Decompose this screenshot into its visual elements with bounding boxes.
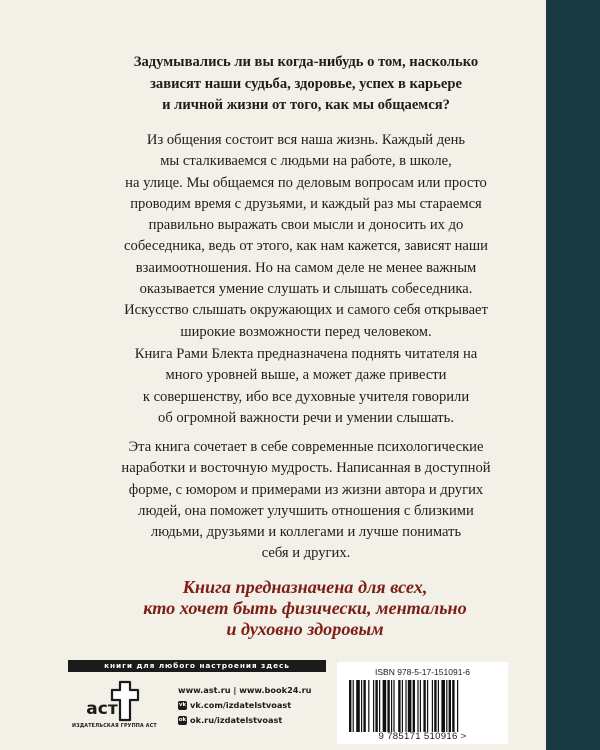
paragraph-line: Из общения состоит вся наша жизнь. Каждый день [146,132,466,148]
website-text[interactable]: www.ast.ru | www.book24.ru [178,685,312,695]
paragraph-line: об огромной важности речи и умении слышать. [158,409,454,426]
slogan [70,577,540,640]
barcode-bar [423,680,425,732]
website-links[interactable] [178,683,311,698]
slogan-line: кто хочет быть физически, ментально [143,598,467,618]
barcode-bar [434,680,436,732]
paragraph-line: проводим время с друзьями, и каждый раз мы стараемся [130,195,482,212]
ast-logo-mark [72,678,158,724]
barcode-bar [420,680,421,732]
barcode-digits: 9 785171 510916 > [378,731,467,742]
barcode-bar [417,680,418,732]
intro-line: и личной жизни от того, как мы общаемся? [162,97,450,113]
barcode-bar [361,680,362,732]
barcode-bar [449,680,451,732]
paragraph-line: людей, она поможет улучшить отношения с близкими [138,502,474,519]
barcode-bar [452,680,454,732]
ok-link[interactable] [178,713,311,728]
isbn: ISBN 978-5-17-151091-6 [375,667,470,677]
barcode-bar [373,680,374,732]
barcode-bar [363,680,365,732]
paragraph-author [78,344,534,429]
intro-line: Задумывались ли вы когда-нибудь о том, насколько [133,54,479,70]
logo-text: аст [86,699,118,719]
barcode-bar [446,680,447,732]
paragraph-line: на улице. Мы общаемся по деловым вопросам или просто [125,174,487,191]
slogan-line: Книга предназначена для всех, [182,577,428,597]
barcode-bar [368,680,369,732]
barcode-bar [402,680,403,732]
barcode-bar [432,680,433,732]
paragraph-line: правильно выражать свои мысли и доносить их до [148,217,464,234]
slogan-line: и духовно здоровым [226,619,384,639]
barcode-bar [457,680,458,732]
paragraph-line: Эта книга сочетает в себе современные психологические [128,439,484,455]
vk-text[interactable]: vk.com/izdatelstvoast [190,700,292,710]
intro-question [78,52,534,117]
paragraph-line: оказывается умение слушать и слышать собеседника. [139,281,473,298]
barcode-box [337,662,508,744]
paragraph-line: наработки и восточную мудрость. Написанная в доступной [121,460,491,477]
paragraph-line: Искусство слышать окружающих и самого себя открывает [124,302,488,319]
barcode-bar [413,680,415,732]
barcode-bars [349,680,496,732]
barcode-bar [387,680,389,732]
paragraph-line: людьми, друзьями и коллегами и лучше понимать [150,524,462,541]
paragraph-line: к совершенству, ибо все духовные учителя говорили [142,388,470,405]
barcode-bar [391,680,392,732]
intro-line: зависят наши судьба, здоровье, успех в карьере [150,75,462,92]
paragraph-line: себя и других. [261,545,351,562]
publisher-links [178,683,311,728]
spine-band [546,0,600,750]
barcode-bar [356,680,360,732]
barcode-bar [441,680,445,732]
publisher-tagline: книги для любого настроения здесь [68,660,326,672]
paragraph-line: форме, с юмором и примерами из жизни автора и других [128,481,484,498]
barcode-bar [349,680,351,732]
publisher-name: ИЗДАТЕЛЬСКАЯ ГРУППА АСТ [72,724,157,729]
paragraph-line: широкие возможности перед человеком. [180,323,432,340]
barcode-bar [375,680,377,732]
paragraph-line: мы сталкиваемся с людьми на работе, в школе, [160,153,452,170]
paragraph-line: взаимоотношения. Но на самом деле не менее важным [135,259,477,276]
barcode-bar [408,680,412,732]
barcode-bar [405,680,406,732]
ok-text[interactable]: ok.ru/izdatelstvoast [190,715,283,725]
paragraph-line: много уровней выше, а может даже привести [165,367,447,384]
barcode-bar [398,680,400,732]
paragraph-line: собеседника, ведь от этого, как нам кажется, зависят наши [124,238,488,255]
barcode-bar [353,680,354,732]
vk-icon: vk [178,702,187,708]
paragraph-line: Книга Рами Блекта предназначена поднять читателя на [134,346,478,362]
barcode-bar [427,680,428,732]
paragraph-book-summary [78,437,534,565]
barcode-bar [379,680,380,732]
barcode-bar [393,680,394,732]
paragraph-communication [78,130,534,343]
ok-icon: ok [178,717,187,723]
barcode-bar [438,680,439,732]
barcode-bar [383,680,387,732]
vk-link[interactable] [178,698,311,713]
